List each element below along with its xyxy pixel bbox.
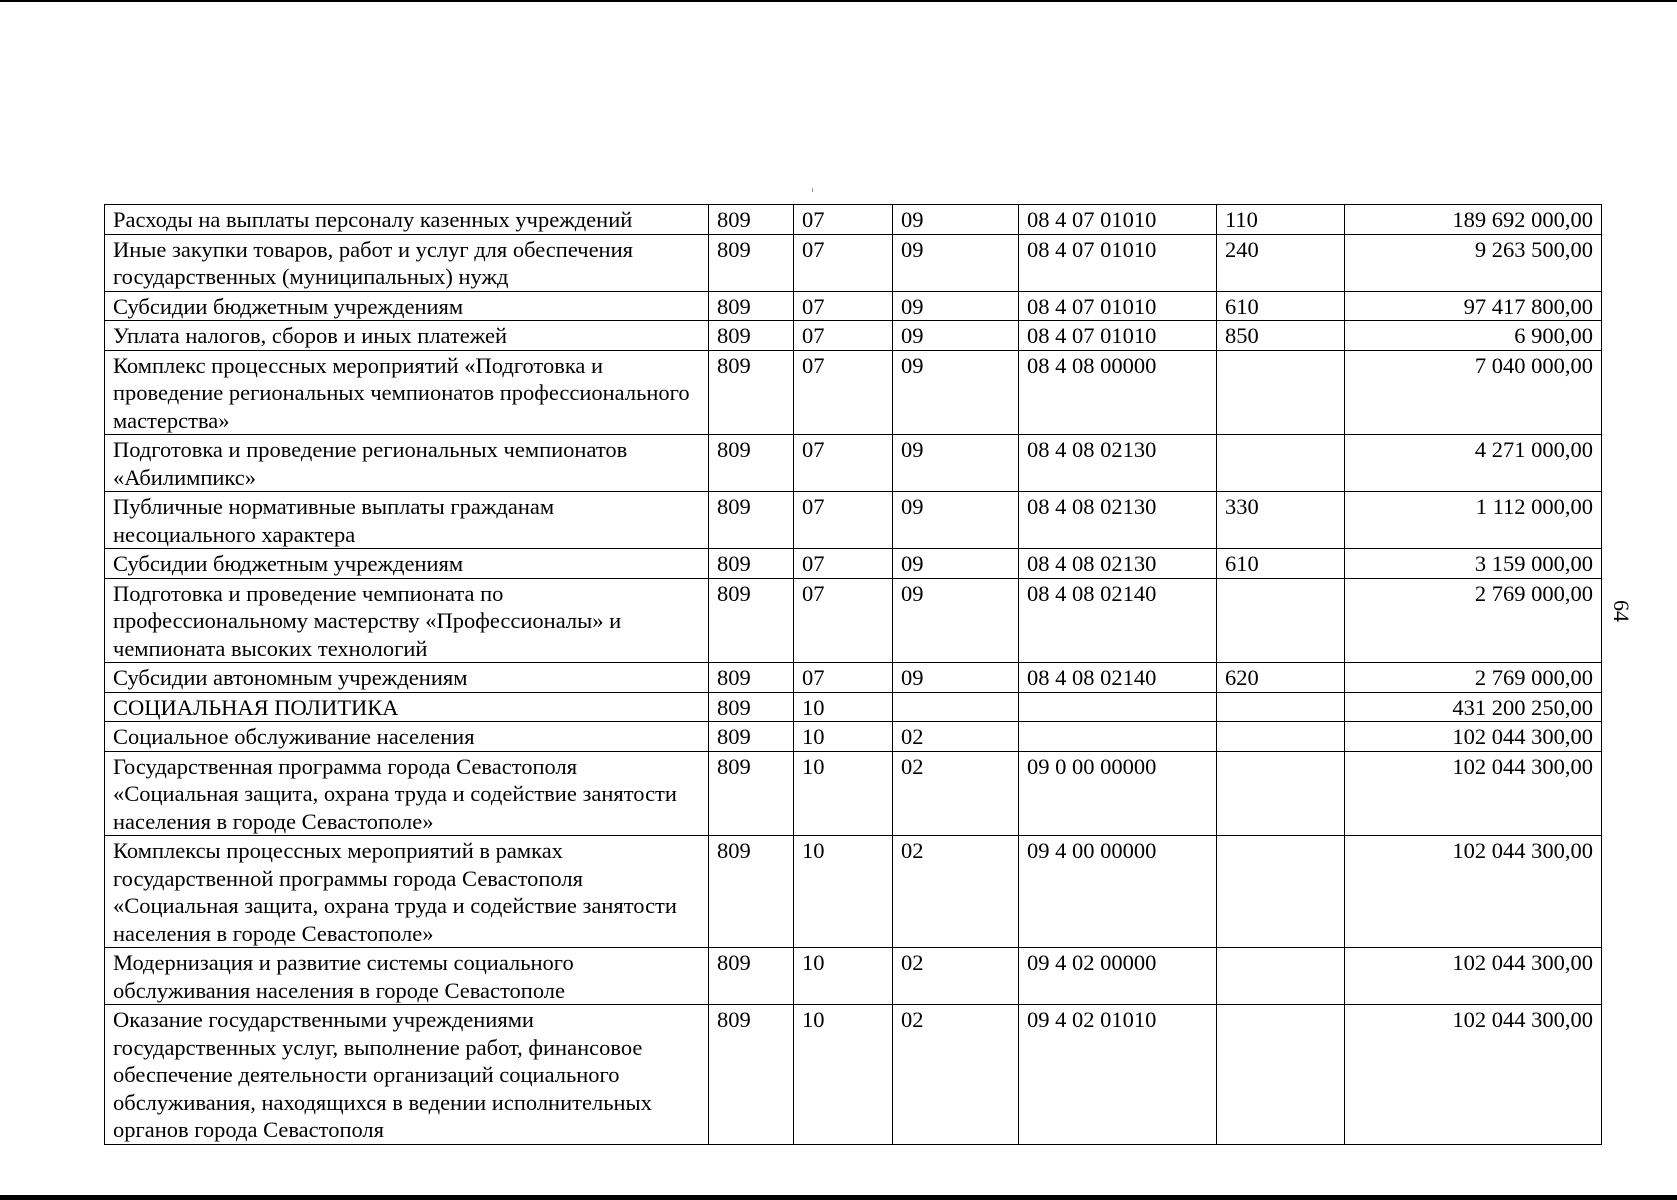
target-article-cell: 09 0 00 00000 (1019, 751, 1217, 836)
expense-type-cell (1217, 751, 1345, 836)
section-cell: 10 (794, 1005, 893, 1145)
target-article-cell: 08 4 08 02140 (1019, 663, 1217, 693)
table-row (105, 692, 1602, 722)
department-code-cell: 809 (709, 663, 794, 693)
section-cell: 10 (794, 722, 893, 752)
amount-cell: 102 044 300,00 (1345, 751, 1602, 836)
target-article-cell: 08 4 07 01010 (1019, 234, 1217, 291)
amount-cell: 2 769 000,00 (1345, 578, 1602, 663)
table-row (105, 321, 1602, 351)
department-code-cell: 809 (709, 1005, 794, 1145)
subsection-cell (893, 692, 1019, 722)
target-article-cell: 08 4 08 02130 (1019, 549, 1217, 579)
expense-type-cell (1217, 350, 1345, 435)
subsection-cell: 09 (893, 350, 1019, 435)
subsection-cell: 02 (893, 722, 1019, 752)
department-code-cell: 809 (709, 291, 794, 321)
subsection-cell: 02 (893, 836, 1019, 948)
subsection-cell: 02 (893, 948, 1019, 1005)
department-code-cell: 809 (709, 321, 794, 351)
department-code-cell: 809 (709, 751, 794, 836)
expense-name-cell: СОЦИАЛЬНАЯ ПОЛИТИКА (105, 692, 709, 722)
expense-type-cell: 240 (1217, 234, 1345, 291)
expense-type-cell (1217, 692, 1345, 722)
table-row (105, 663, 1602, 693)
department-code-cell: 809 (709, 722, 794, 752)
department-code-cell: 809 (709, 205, 794, 235)
expense-name-cell: Субсидии бюджетным учреждениям (105, 291, 709, 321)
subsection-cell: 09 (893, 492, 1019, 549)
amount-cell: 431 200 250,00 (1345, 692, 1602, 722)
amount-cell: 4 271 000,00 (1345, 435, 1602, 492)
section-cell: 07 (794, 234, 893, 291)
expense-type-cell: 110 (1217, 205, 1345, 235)
department-code-cell: 809 (709, 692, 794, 722)
section-cell: 07 (794, 578, 893, 663)
department-code-cell: 809 (709, 492, 794, 549)
table-row (105, 435, 1602, 492)
department-code-cell: 809 (709, 234, 794, 291)
section-cell: 10 (794, 836, 893, 948)
subsection-cell: 09 (893, 291, 1019, 321)
table-row (105, 291, 1602, 321)
department-code-cell: 809 (709, 836, 794, 948)
target-article-cell (1019, 722, 1217, 752)
section-cell: 10 (794, 692, 893, 722)
amount-cell: 97 417 800,00 (1345, 291, 1602, 321)
budget-table (104, 204, 1602, 1145)
table-row (105, 722, 1602, 752)
table-row (105, 205, 1602, 235)
amount-cell: 102 044 300,00 (1345, 836, 1602, 948)
target-article-cell: 08 4 08 02130 (1019, 435, 1217, 492)
expense-name-cell: Комплекс процессных мероприятий «Подготовка и проведение региональных чемпионатов профессионального мастерства» (105, 350, 709, 435)
amount-cell: 9 263 500,00 (1345, 234, 1602, 291)
expense-type-cell (1217, 722, 1345, 752)
target-article-cell: 09 4 02 00000 (1019, 948, 1217, 1005)
target-article-cell: 08 4 08 02140 (1019, 578, 1217, 663)
amount-cell: 6 900,00 (1345, 321, 1602, 351)
section-cell: 10 (794, 751, 893, 836)
department-code-cell: 809 (709, 435, 794, 492)
section-cell: 07 (794, 663, 893, 693)
target-article-cell: 08 4 07 01010 (1019, 291, 1217, 321)
amount-cell: 2 769 000,00 (1345, 663, 1602, 693)
expense-name-cell: Иные закупки товаров, работ и услуг для обеспечения государственных (муниципальных) нужд (105, 234, 709, 291)
department-code-cell: 809 (709, 549, 794, 579)
table-row (105, 836, 1602, 948)
section-cell: 07 (794, 549, 893, 579)
target-article-cell: 08 4 07 01010 (1019, 205, 1217, 235)
expense-type-cell: 620 (1217, 663, 1345, 693)
section-cell: 07 (794, 291, 893, 321)
expense-type-cell (1217, 1005, 1345, 1145)
section-cell: 10 (794, 948, 893, 1005)
expense-type-cell: 330 (1217, 492, 1345, 549)
expense-type-cell: 610 (1217, 549, 1345, 579)
table-row (105, 948, 1602, 1005)
section-cell: 07 (794, 350, 893, 435)
section-cell: 07 (794, 321, 893, 351)
expense-type-cell (1217, 836, 1345, 948)
amount-cell: 102 044 300,00 (1345, 948, 1602, 1005)
expense-type-cell: 610 (1217, 291, 1345, 321)
table-row (105, 549, 1602, 579)
expense-name-cell: Субсидии бюджетным учреждениям (105, 549, 709, 579)
expense-name-cell: Субсидии автономным учреждениям (105, 663, 709, 693)
scan-mark (812, 188, 813, 192)
amount-cell: 102 044 300,00 (1345, 722, 1602, 752)
expense-type-cell (1217, 948, 1345, 1005)
table-row (105, 492, 1602, 549)
expense-type-cell: 850 (1217, 321, 1345, 351)
target-article-cell: 08 4 08 02130 (1019, 492, 1217, 549)
subsection-cell: 02 (893, 751, 1019, 836)
section-cell: 07 (794, 435, 893, 492)
expense-type-cell (1217, 578, 1345, 663)
target-article-cell: 08 4 07 01010 (1019, 321, 1217, 351)
subsection-cell: 09 (893, 663, 1019, 693)
expense-name-cell: Подготовка и проведение региональных чемпионатов «Абилимпикс» (105, 435, 709, 492)
subsection-cell: 09 (893, 578, 1019, 663)
expense-name-cell: Модернизация и развитие системы социального обслуживания населения в городе Севастополе (105, 948, 709, 1005)
subsection-cell: 09 (893, 234, 1019, 291)
target-article-cell: 09 4 02 01010 (1019, 1005, 1217, 1145)
department-code-cell: 809 (709, 350, 794, 435)
expense-name-cell: Уплата налогов, сборов и иных платежей (105, 321, 709, 351)
amount-cell: 189 692 000,00 (1345, 205, 1602, 235)
department-code-cell: 809 (709, 948, 794, 1005)
target-article-cell: 09 4 00 00000 (1019, 836, 1217, 948)
page-bottom-border (0, 1195, 1677, 1200)
table-row (105, 751, 1602, 836)
amount-cell: 7 040 000,00 (1345, 350, 1602, 435)
expense-name-cell: Оказание государственными учреждениями государственных услуг, выполнение работ, финансовое обеспечение деятельности организаций социального обслуживания, находящихся в ведении исполнительных органов города Севастополя (105, 1005, 709, 1145)
section-cell: 07 (794, 205, 893, 235)
page-number: 64 (1609, 600, 1634, 622)
amount-cell: 1 112 000,00 (1345, 492, 1602, 549)
table-body (105, 205, 1602, 1145)
table-row (105, 1005, 1602, 1145)
expense-name-cell: Государственная программа города Севастополя «Социальная защита, охрана труда и содействие занятости населения в городе Севастополе» (105, 751, 709, 836)
section-cell: 07 (794, 492, 893, 549)
expense-name-cell: Комплексы процессных мероприятий в рамках государственной программы города Севастополя «Социальная защита, охрана труда и содействие занятости населения в городе Севастополе» (105, 836, 709, 948)
amount-cell: 3 159 000,00 (1345, 549, 1602, 579)
expense-type-cell (1217, 435, 1345, 492)
subsection-cell: 09 (893, 321, 1019, 351)
subsection-cell: 02 (893, 1005, 1019, 1145)
subsection-cell: 09 (893, 549, 1019, 579)
amount-cell: 102 044 300,00 (1345, 1005, 1602, 1145)
page-top-border (0, 0, 1677, 2)
table-row (105, 234, 1602, 291)
target-article-cell (1019, 692, 1217, 722)
table-row (105, 350, 1602, 435)
subsection-cell: 09 (893, 205, 1019, 235)
expense-name-cell: Публичные нормативные выплаты гражданам несоциального характера (105, 492, 709, 549)
expense-name-cell: Социальное обслуживание населения (105, 722, 709, 752)
expense-name-cell: Подготовка и проведение чемпионата по профессиональному мастерству «Профессионалы» и чемпионата высоких технологий (105, 578, 709, 663)
expense-name-cell: Расходы на выплаты персоналу казенных учреждений (105, 205, 709, 235)
subsection-cell: 09 (893, 435, 1019, 492)
department-code-cell: 809 (709, 578, 794, 663)
table-row (105, 578, 1602, 663)
target-article-cell: 08 4 08 00000 (1019, 350, 1217, 435)
